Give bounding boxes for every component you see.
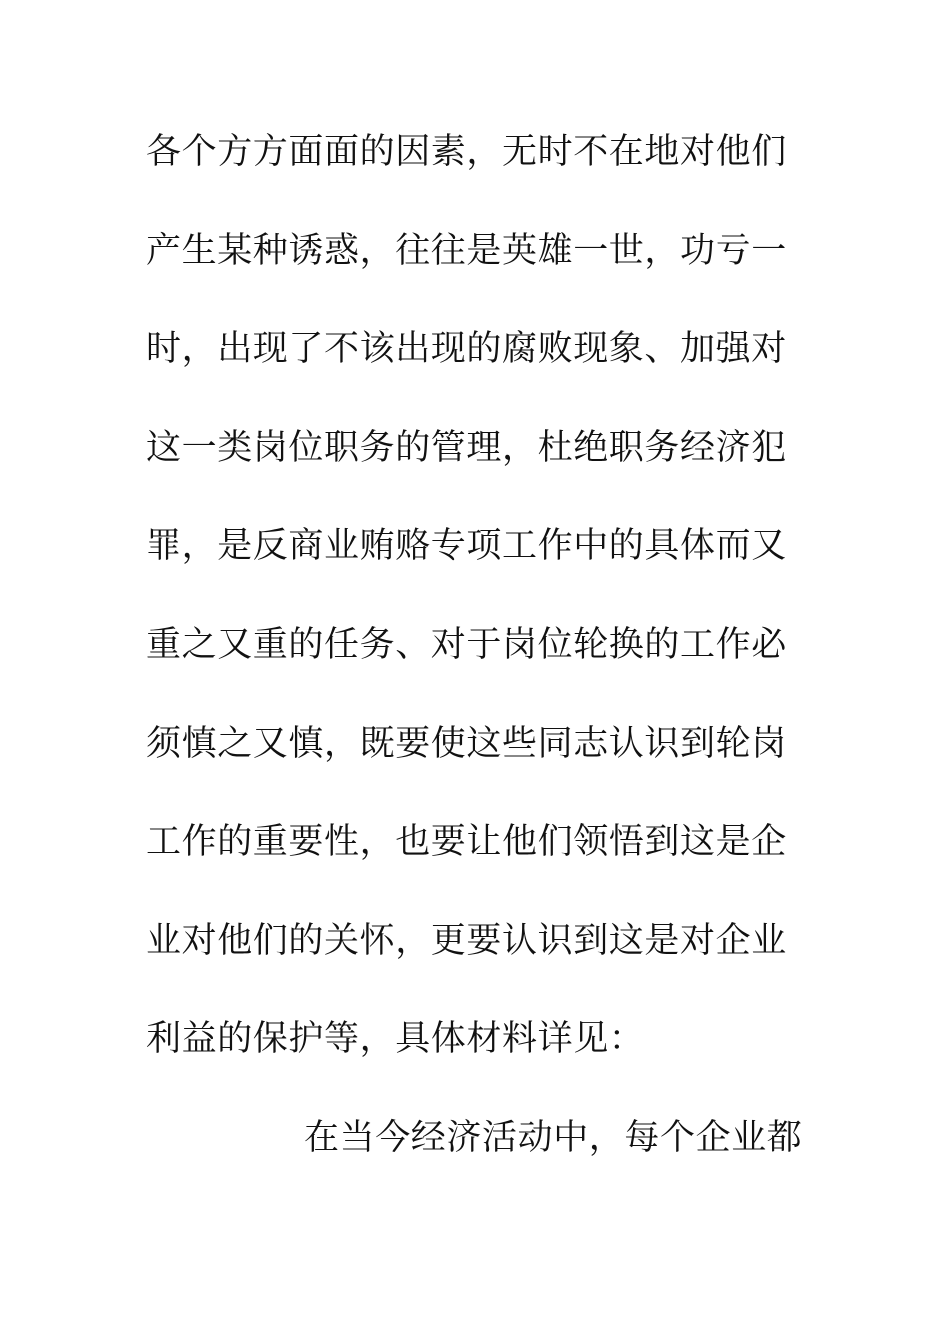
text-line: 重之又重的任务、对于岗位轮换的工作必 (146, 624, 787, 665)
text-line: 工作的重要性，也要让他们领悟到这是企 (146, 822, 787, 863)
text-line: 须慎之又慎，既要使这些同志认识到轮岗 (146, 723, 787, 764)
paragraph-start-line: 在当今经济活动中，每个企业都 (304, 1117, 803, 1158)
body-text (146, 122, 806, 1207)
text-line: 业对他们的关怀，更要认识到这是对企业 (146, 920, 787, 961)
text-line: 利益的保护等，具体材料详见： (146, 1019, 645, 1060)
text-line: 这一类岗位职务的管理，杜绝职务经济犯 (146, 427, 787, 468)
text-line: 时，出现了不该出现的腐败现象、加强对 (146, 329, 787, 370)
text-line: 各个方方面面的因素，无时不在地对他们 (146, 132, 787, 172)
text-line: 产生某种诱惑，往往是英雄一世，功亏一 (146, 230, 787, 271)
text-line: 罪，是反商业贿赂专项工作中的具体而又 (146, 526, 787, 567)
